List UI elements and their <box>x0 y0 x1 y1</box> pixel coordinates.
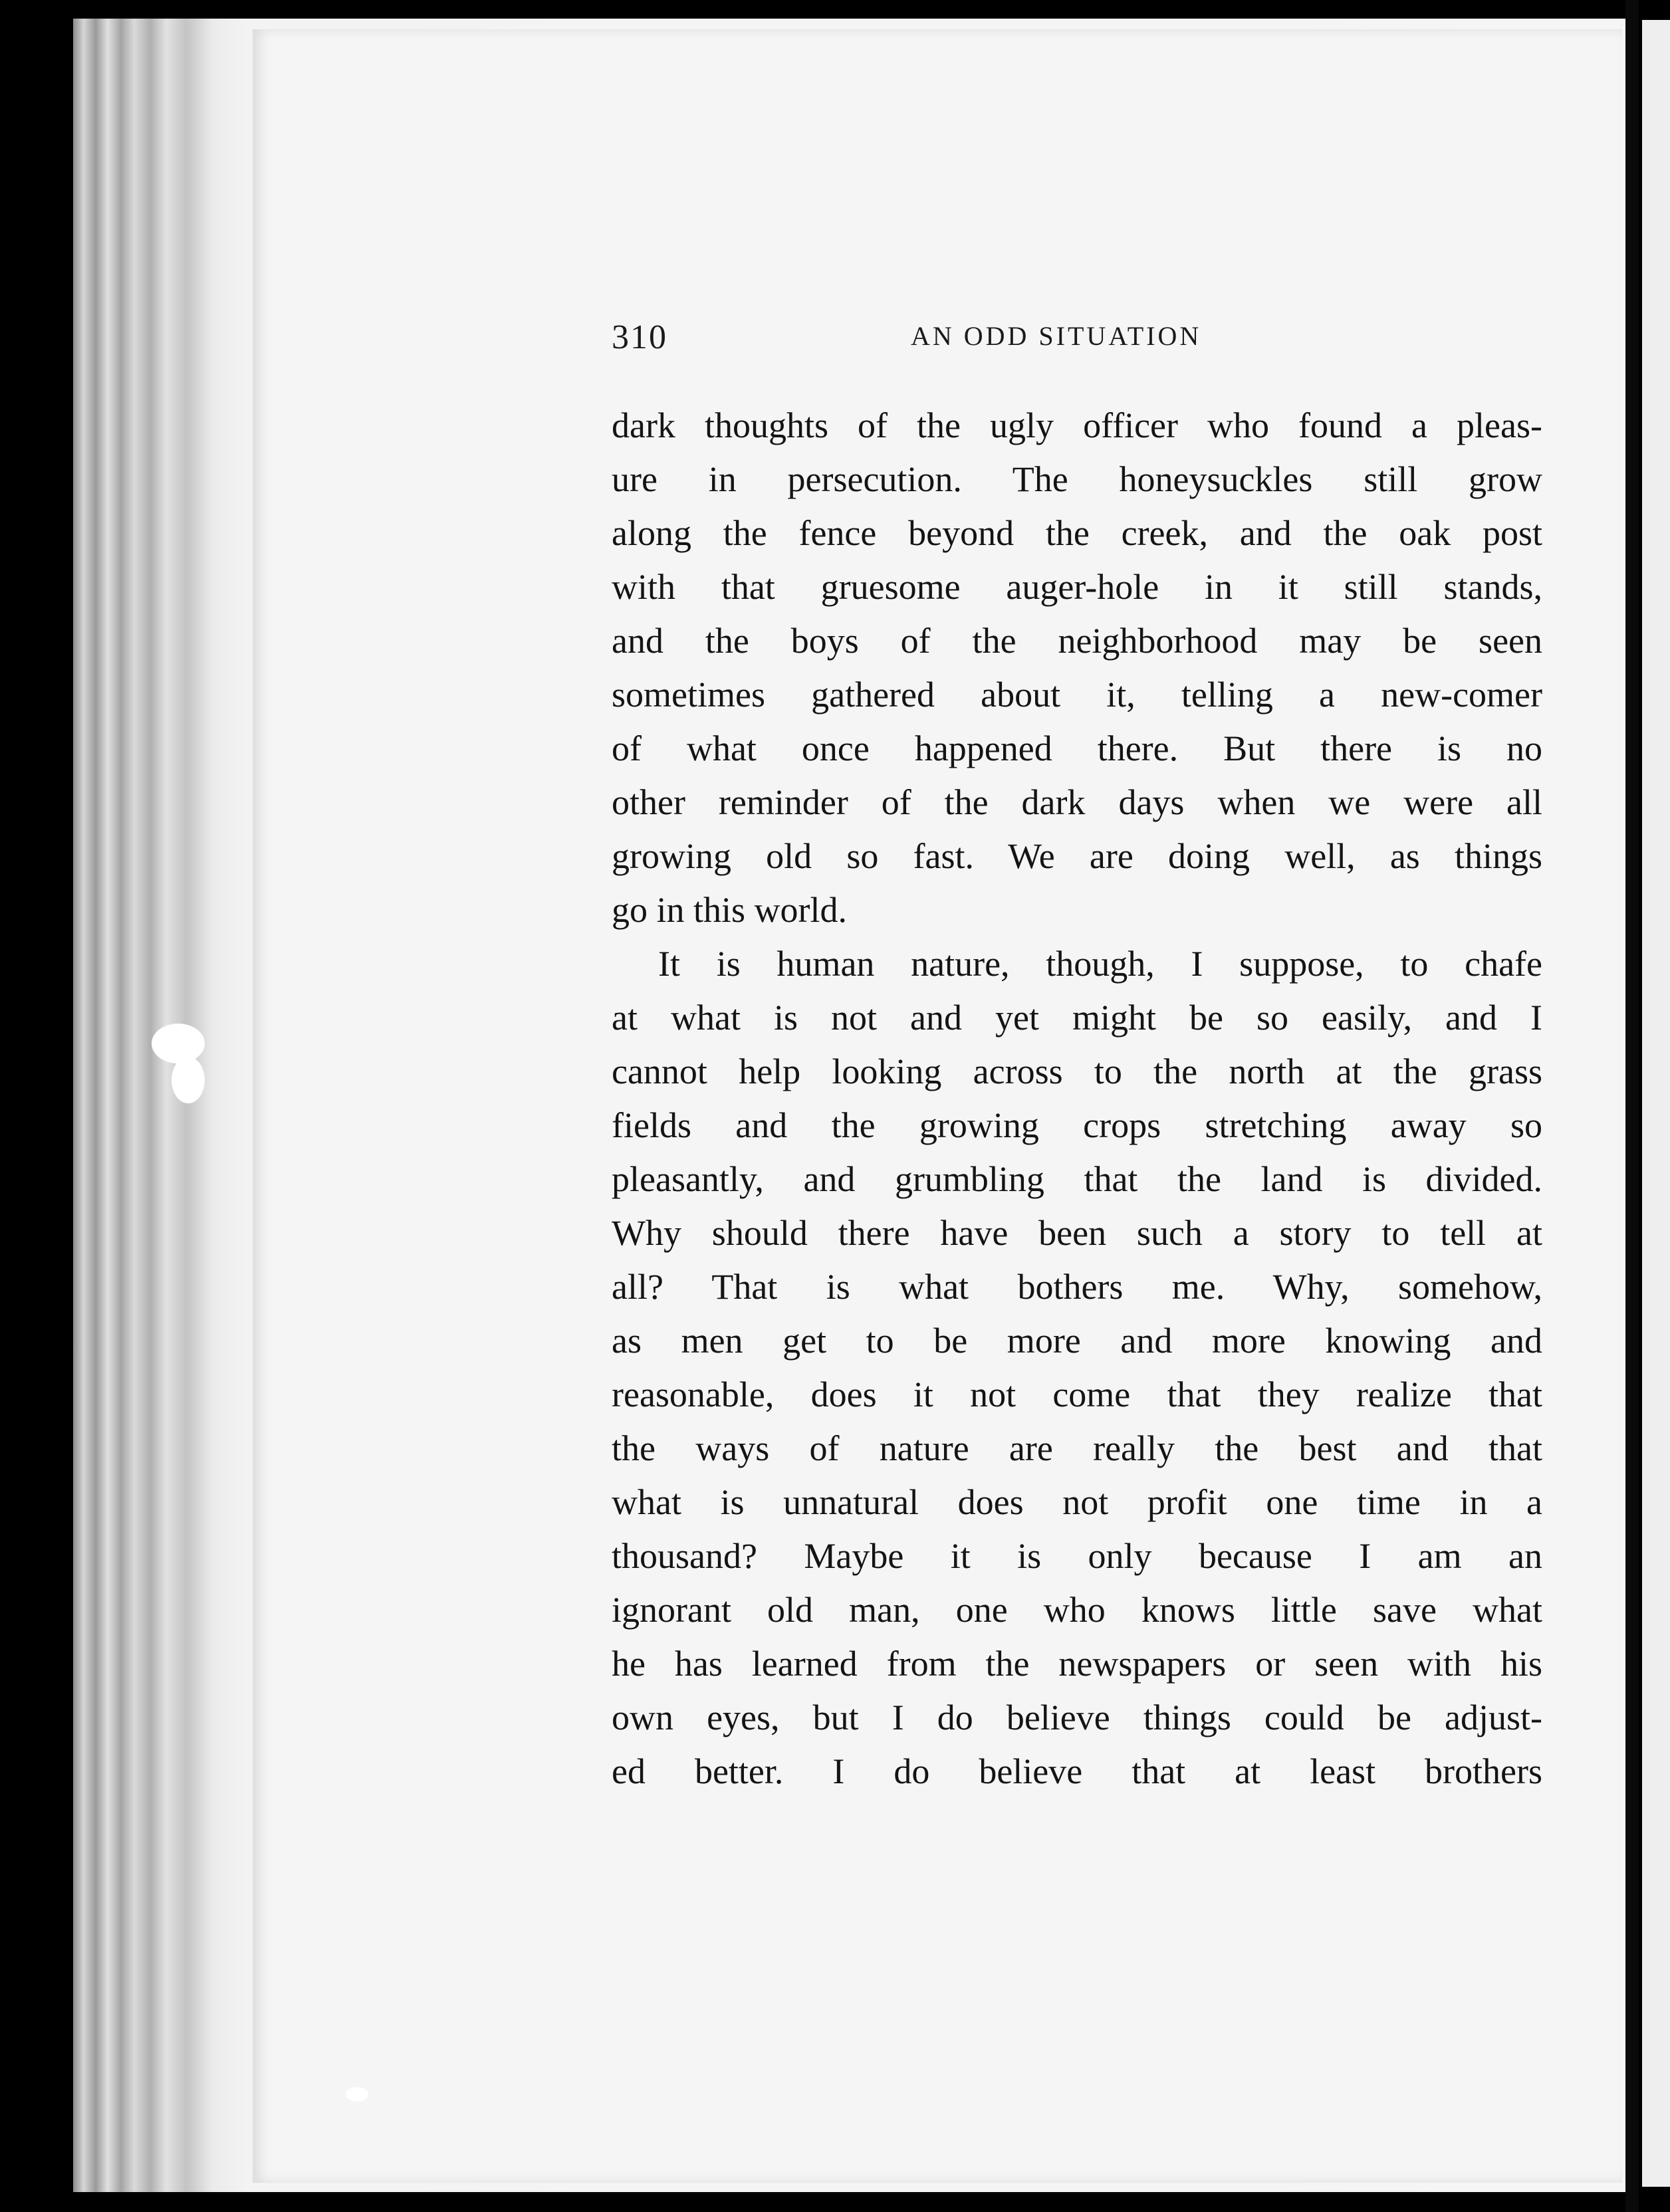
binding-gutter <box>1625 0 1639 2212</box>
text-line: ed better. I do believe that at least brothers <box>612 1751 1542 1791</box>
text-line: the ways of nature are really the best and that <box>612 1428 1542 1468</box>
text-line: what is unnatural does not profit one time in a <box>612 1482 1542 1522</box>
chapter-title: AN ODD SITUATION <box>911 321 1202 351</box>
text-line: It is human nature, though, I suppose, to chafe <box>658 944 1542 984</box>
page-number: 310 <box>612 318 667 356</box>
text-line: reasonable, does it not come that they realize that <box>612 1375 1542 1414</box>
text-line: dark thoughts of the ugly officer who found a pleas- <box>612 405 1542 445</box>
text-line: thousand? Maybe it is only because I am an <box>612 1536 1542 1576</box>
text-line: fields and the growing crops stretching away so <box>612 1105 1542 1145</box>
body-text <box>612 399 1542 1799</box>
text-line: along the fence beyond the creek, and the oak post <box>612 513 1542 553</box>
text-line: of what once happened there. But there is no <box>612 728 1542 768</box>
text-line: at what is not and yet might be so easily, and I <box>612 998 1542 1038</box>
text-line: with that gruesome auger-hole in it still stands, <box>612 567 1542 607</box>
paragraph <box>612 937 1542 1799</box>
text-line: Why should there have been such a story to tell at <box>612 1213 1542 1253</box>
scan-speck <box>346 2087 368 2102</box>
scan-speck <box>172 1057 205 1103</box>
facing-page-edge <box>1642 20 1670 2187</box>
text-line: other reminder of the dark days when we were all <box>612 782 1542 822</box>
text-line: all? That is what bothers me. Why, somehow, <box>612 1267 1542 1307</box>
text-line: own eyes, but I do believe things could be adjust- <box>612 1698 1542 1737</box>
text-line: as men get to be more and more knowing and <box>612 1321 1542 1361</box>
text-line: sometimes gathered about it, telling a new-comer <box>612 675 1542 715</box>
scan-speck <box>152 1024 205 1063</box>
text-line: ignorant old man, one who knows little save what <box>612 1590 1542 1630</box>
paragraph <box>612 399 1542 937</box>
text-line: ure in persecution. The honeysuckles still grow <box>612 459 1542 499</box>
text-line: go in this world. <box>612 890 848 930</box>
text-line: and the boys of the neighborhood may be seen <box>612 621 1542 661</box>
text-line: he has learned from the newspapers or seen with his <box>612 1644 1542 1684</box>
running-head <box>612 318 1250 364</box>
text-line: growing old so fast. We are doing well, as things <box>612 836 1542 876</box>
text-line: cannot help looking across to the north at the grass <box>612 1051 1542 1091</box>
text-line: pleasantly, and grumbling that the land is divided. <box>612 1159 1542 1199</box>
